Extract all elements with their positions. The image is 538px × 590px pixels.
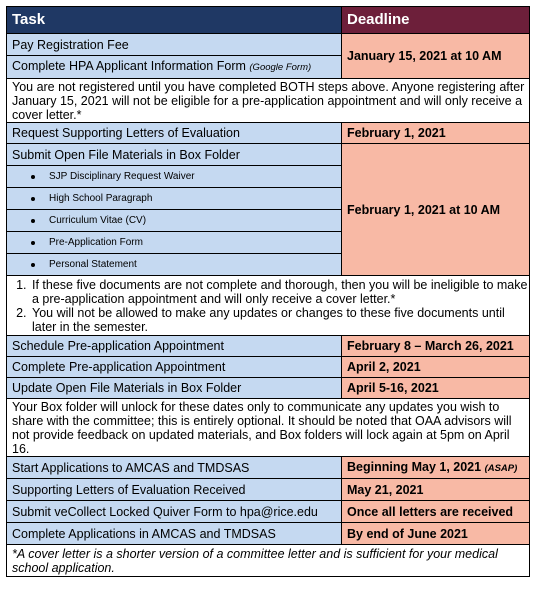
note-row: [7, 276, 530, 336]
bullet-icon: [31, 197, 35, 201]
open-file-note-list: [12, 278, 529, 334]
table-row: [7, 123, 530, 144]
document-item: [7, 210, 342, 232]
bullet-icon: [31, 219, 35, 223]
task-cell: [7, 56, 342, 79]
deadline-cell: Once all letters are received: [342, 501, 530, 523]
open-file-notes: [7, 276, 530, 336]
task-cell: Submit Open File Materials in Box Folder: [7, 144, 342, 166]
note-item: 1. If these five documents are not complete and thorough, then you will be ineligible to make a pre-application appointment and will only receive a cover letter.*: [30, 278, 529, 306]
document-label: Personal Statement: [49, 258, 137, 270]
deadline-sub-note: (ASAP): [484, 462, 518, 474]
table-row: [7, 479, 530, 501]
task-label: Pay Registration Fee: [12, 37, 129, 52]
task-cell: Schedule Pre-application Appointment: [7, 336, 342, 357]
document-label: Curriculum Vitae (CV): [49, 214, 147, 226]
box-folder-note: Your Box folder will unlock for these dates only to communicate any updates you wish to share with the committee; this is entirely optional. It should be noted that OAA advisors will not provide feedback on updated materials, and Box folders will lock again at 5pm on April 16.: [7, 399, 530, 457]
task-cell: Complete Applications in AMCAS and TMDSAS: [7, 523, 342, 545]
task-cell: Request Supporting Letters of Evaluation: [7, 123, 342, 144]
task-cell: [7, 34, 342, 56]
table-row: [7, 378, 530, 399]
task-cell: Update Open File Materials in Box Folder: [7, 378, 342, 399]
deadline-label: Beginning May 1, 2021: [347, 459, 482, 474]
document-label: High School Paragraph: [49, 192, 153, 204]
table-row: [7, 336, 530, 357]
table-row: [7, 144, 530, 166]
table-row: [7, 357, 530, 378]
document-label: Pre-Application Form: [49, 236, 143, 248]
task-deadline-table: [6, 6, 530, 577]
table-row: [7, 34, 530, 56]
table-row: [7, 523, 530, 545]
deadline-cell: April 2, 2021: [342, 357, 530, 378]
registration-note: You are not registered until you have completed BOTH steps above. Anyone registering after January 15, 2021 will not be eligible for a pre-application appointment and will only receive a cover letter.*: [7, 79, 530, 123]
note-item: 2. You will not be allowed to make any updates or changes to these five documents until later in the semester.: [30, 306, 529, 334]
table-row: [7, 457, 530, 479]
task-cell: Submit veCollect Locked Quiver Form to hpa@rice.edu: [7, 501, 342, 523]
deadline-cell: May 21, 2021: [342, 479, 530, 501]
deadline-table-container: [6, 6, 530, 577]
task-label: Complete HPA Applicant Information Form: [12, 59, 246, 73]
deadline-cell: February 1, 2021: [342, 123, 530, 144]
document-item: [7, 166, 342, 188]
deadline-cell: April 5-16, 2021: [342, 378, 530, 399]
table-header-row: [7, 7, 530, 34]
task-cell: Supporting Letters of Evaluation Received: [7, 479, 342, 501]
document-item: [7, 232, 342, 254]
task-column-header: Task: [7, 7, 342, 34]
cover-letter-footnote: *A cover letter is a shorter version of a committee letter and is sufficient for your medical school application.: [7, 545, 530, 577]
task-cell: Start Applications to AMCAS and TMDSAS: [7, 457, 342, 479]
document-item: [7, 254, 342, 276]
document-item: [7, 188, 342, 210]
note-row: [7, 545, 530, 577]
deadline-cell: January 15, 2021 at 10 AM: [342, 34, 530, 79]
note-row: [7, 399, 530, 457]
deadline-cell: February 8 – March 26, 2021: [342, 336, 530, 357]
bullet-icon: [31, 263, 35, 267]
bullet-icon: [31, 175, 35, 179]
note-row: [7, 79, 530, 123]
bullet-icon: [31, 241, 35, 245]
deadline-column-header: Deadline: [342, 7, 530, 34]
document-label: SJP Disciplinary Request Waiver: [49, 170, 195, 182]
task-cell: Complete Pre-application Appointment: [7, 357, 342, 378]
deadline-cell: February 1, 2021 at 10 AM: [342, 144, 530, 276]
table-row: [7, 501, 530, 523]
deadline-cell: [342, 457, 530, 479]
deadline-cell: By end of June 2021: [342, 523, 530, 545]
task-sub-note: (Google Form): [249, 62, 312, 73]
